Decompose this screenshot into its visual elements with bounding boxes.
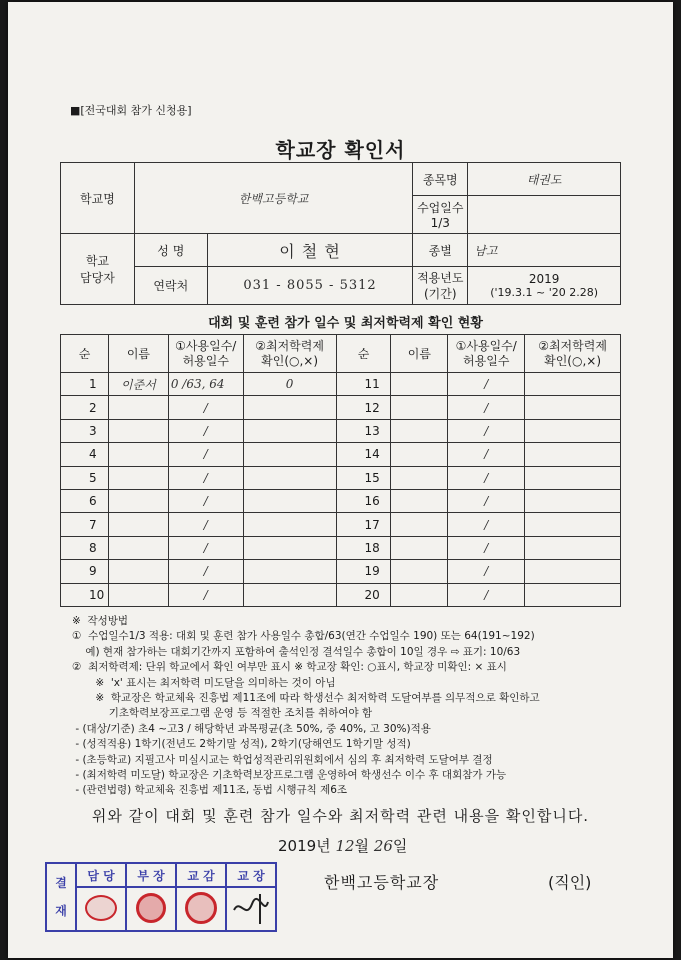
status-title: 대회 및 훈련 참가 일수 및 최저학력제 확인 현황 xyxy=(208,316,483,331)
row-days-cell: / xyxy=(448,513,525,536)
info-table xyxy=(60,162,621,305)
instruction-line: ※ 'x' 표시는 최저학력 미도달을 의미하는 것이 아님 xyxy=(72,676,336,689)
row-no-cell: 15 xyxy=(336,466,391,489)
date-day-unit: 일 xyxy=(392,837,408,855)
table-row xyxy=(61,373,621,396)
days-ratio-value xyxy=(468,196,621,234)
row-check-cell xyxy=(243,466,336,489)
row-no-cell: 16 xyxy=(336,489,391,512)
approval-stamp-cell xyxy=(126,887,176,931)
row-name-cell xyxy=(108,419,168,442)
official-seal-label: (직인) xyxy=(548,873,592,892)
event-label: 종목명 xyxy=(413,163,468,196)
row-days-cell: / xyxy=(448,396,525,419)
row-name-cell xyxy=(108,583,168,606)
table-row xyxy=(61,583,621,606)
row-days-cell: / xyxy=(168,443,243,466)
row-name-cell xyxy=(391,536,448,559)
row-name-cell xyxy=(108,466,168,489)
table-row xyxy=(61,536,621,559)
approval-stamp-cell xyxy=(226,887,276,931)
instruction-line: - (대상/기준) 초4 ~고3 / 해당학년 과목평균(초 50%, 중 40%, 고 30%)적용 xyxy=(72,722,431,735)
table-row xyxy=(61,443,621,466)
row-days-cell: / xyxy=(168,560,243,583)
row-no-cell: 9 xyxy=(61,560,109,583)
approval-stamp-cell xyxy=(76,887,126,931)
row-check-cell xyxy=(525,489,621,512)
form-type-tag: ■[전국대회 참가 신청용] xyxy=(70,104,192,117)
row-days-cell: / xyxy=(168,466,243,489)
row-check-cell xyxy=(525,443,621,466)
instruction-line: - (최저학력 미도달) 학교장은 기초학력보장프로그램 운영하여 학생선수 이수 후 대회참가 가능 xyxy=(72,769,507,782)
row-no-cell: 13 xyxy=(336,419,391,442)
row-days-cell: / xyxy=(448,536,525,559)
table-row xyxy=(61,560,621,583)
table-row xyxy=(61,489,621,512)
status-rows xyxy=(61,373,621,607)
row-name-cell xyxy=(108,396,168,419)
row-name-cell xyxy=(391,373,448,396)
row-no-cell: 10 xyxy=(61,583,109,606)
row-check-cell xyxy=(243,583,336,606)
school-value: 한백고등학교 xyxy=(134,163,412,234)
row-name-cell: 이준서 xyxy=(108,373,168,396)
instruction-line: - (초등학교) 지필고사 미실시교는 학업성적관리위원회에서 심의 후 최저학력 도달여부 결정 xyxy=(72,753,493,766)
row-no-cell: 18 xyxy=(336,536,391,559)
row-check-cell xyxy=(525,419,621,442)
approval-side-label: 결 재 xyxy=(46,863,76,931)
date-month: 12 xyxy=(335,837,355,855)
gender-label: 종별 xyxy=(413,234,468,267)
row-check-cell xyxy=(525,583,621,606)
contact-label: 연락처 xyxy=(134,267,207,305)
row-days-cell: / xyxy=(448,373,525,396)
row-no-cell: 19 xyxy=(336,560,391,583)
table-row xyxy=(61,466,621,489)
col-header-name: 이름 xyxy=(108,335,168,373)
vice-stamp-icon xyxy=(185,892,217,924)
col-header-no: 순 xyxy=(61,335,109,373)
row-check-cell xyxy=(525,373,621,396)
staff-label: 학교 담당자 xyxy=(61,234,135,305)
row-no-cell: 20 xyxy=(336,583,391,606)
col-header-name: 이름 xyxy=(391,335,448,373)
table-row xyxy=(61,513,621,536)
instruction-line: - (관련법령) 학교체육 진흥법 제11조, 동법 시행규칙 제6조 xyxy=(72,784,348,797)
school-label: 학교명 xyxy=(61,163,135,234)
row-no-cell: 7 xyxy=(61,513,109,536)
row-no-cell: 12 xyxy=(336,396,391,419)
col-header-days: ①사용일수/ 허용일수 xyxy=(168,335,243,373)
row-name-cell xyxy=(391,419,448,442)
row-check-cell xyxy=(243,513,336,536)
year-cell xyxy=(468,267,621,305)
event-value: 태권도 xyxy=(468,163,621,196)
instruction-line: ① 수업일수1/3 적용: 대회 및 훈련 참가 사용일수 총합/63(연간 수업일수 190) 또는 64(191~192) xyxy=(72,630,535,643)
instruction-line: 기초학력보장프로그램 운영 등 적절한 조치를 취하여야 함 xyxy=(72,707,373,720)
gender-value: 남고 xyxy=(468,234,621,267)
date-month-unit: 월 xyxy=(354,837,370,855)
row-no-cell: 5 xyxy=(61,466,109,489)
row-no-cell: 14 xyxy=(336,443,391,466)
row-no-cell: 1 xyxy=(61,373,109,396)
page-title: 학교장 확인서 xyxy=(275,138,406,162)
row-check-cell xyxy=(243,560,336,583)
approval-header-head: 부 장 xyxy=(126,863,176,887)
row-check-cell xyxy=(243,396,336,419)
staff-stamp-icon xyxy=(85,895,117,921)
row-days-cell: / xyxy=(168,513,243,536)
instruction-line: 예) 현재 참가하는 대회기간까지 포함하여 출석인정 결석일수 총합이 10일 경우 ⇨ 표기: 10/63 xyxy=(72,645,521,658)
approval-header-vice: 교 감 xyxy=(176,863,226,887)
instruction-line: ※ 작성방법 xyxy=(72,615,129,627)
principal-title: 한백고등학교장 xyxy=(324,873,440,892)
row-no-cell: 6 xyxy=(61,489,109,512)
confirmation-statement: 위와 같이 대회 및 훈련 참가 일수와 최저학력 관련 내용을 확인합니다. xyxy=(91,807,590,825)
row-check-cell xyxy=(525,560,621,583)
row-name-cell xyxy=(108,513,168,536)
row-no-cell: 4 xyxy=(61,443,109,466)
row-check-cell xyxy=(243,443,336,466)
year-period: ('19.3.1 ~ '20 2.28) xyxy=(490,286,599,299)
instruction-line: ② 최저학력제: 단위 학교에서 확인 여부만 표시 ※ 학교장 확인: ○표시, 학교장 미확인: × 표시 xyxy=(72,661,507,674)
row-name-cell xyxy=(391,466,448,489)
year-value: 2019 xyxy=(528,272,560,286)
approval-box xyxy=(45,862,277,932)
principal-signature-icon xyxy=(230,890,272,926)
row-days-cell: / xyxy=(168,536,243,559)
col-header-check: ②최저학력제 확인(○,×) xyxy=(525,335,621,373)
row-check-cell xyxy=(243,489,336,512)
head-stamp-icon xyxy=(136,893,166,923)
days-ratio-label: 수업일수 1/3 xyxy=(413,196,468,234)
contact-value: 031 - 8055 - 5312 xyxy=(207,267,413,305)
year-label: 적용년도 (기간) xyxy=(413,267,468,305)
row-name-cell xyxy=(108,489,168,512)
date-day: 26 xyxy=(373,837,393,855)
row-no-cell: 2 xyxy=(61,396,109,419)
row-days-cell: / xyxy=(448,443,525,466)
row-days-cell: / xyxy=(448,489,525,512)
row-name-cell xyxy=(391,396,448,419)
row-no-cell: 8 xyxy=(61,536,109,559)
status-table xyxy=(60,334,621,607)
row-check-cell xyxy=(525,536,621,559)
row-days-cell: / xyxy=(448,419,525,442)
table-row xyxy=(61,419,621,442)
row-days-cell: / xyxy=(168,489,243,512)
row-check-cell xyxy=(525,513,621,536)
approval-header-staff: 담 당 xyxy=(76,863,126,887)
name-label: 성 명 xyxy=(134,234,207,267)
col-header-no: 순 xyxy=(336,335,391,373)
row-no-cell: 3 xyxy=(61,419,109,442)
row-check-cell xyxy=(243,419,336,442)
row-days-cell: / xyxy=(448,560,525,583)
issue-date xyxy=(278,835,407,856)
row-check-cell xyxy=(525,466,621,489)
row-days-cell: / xyxy=(168,396,243,419)
row-name-cell xyxy=(391,583,448,606)
row-days-cell: / xyxy=(448,583,525,606)
document-page xyxy=(8,2,673,958)
name-value: 이 철 현 xyxy=(207,234,413,267)
row-name-cell xyxy=(108,536,168,559)
row-check-cell xyxy=(525,396,621,419)
row-check-cell xyxy=(243,536,336,559)
row-days-cell: / xyxy=(448,466,525,489)
approval-stamp-cell xyxy=(176,887,226,931)
row-name-cell xyxy=(391,513,448,536)
approval-header-principal: 교 장 xyxy=(226,863,276,887)
row-name-cell xyxy=(391,560,448,583)
row-days-cell: / xyxy=(168,583,243,606)
instruction-line: - (성적적용) 1학기(전년도 2학기말 성적), 2학기(당해연도 1학기말 성적) xyxy=(72,738,411,751)
instruction-line: ※ 학교장은 학교체육 진흥법 제11조에 따라 학생선수 최저학력 도달여부를 의무적으로 확인하고 xyxy=(72,692,540,705)
row-name-cell xyxy=(391,489,448,512)
date-year: 2019년 xyxy=(278,837,331,855)
row-name-cell xyxy=(391,443,448,466)
writing-instructions xyxy=(72,614,632,799)
row-name-cell xyxy=(108,443,168,466)
col-header-days: ①사용일수/ 허용일수 xyxy=(448,335,525,373)
row-no-cell: 11 xyxy=(336,373,391,396)
row-check-cell: 0 xyxy=(243,373,336,396)
col-header-check: ②최저학력제 확인(○,×) xyxy=(243,335,336,373)
row-days-cell: 0 /63, 64 xyxy=(168,373,243,396)
row-name-cell xyxy=(108,560,168,583)
row-no-cell: 17 xyxy=(336,513,391,536)
row-days-cell: / xyxy=(168,419,243,442)
table-row xyxy=(61,396,621,419)
